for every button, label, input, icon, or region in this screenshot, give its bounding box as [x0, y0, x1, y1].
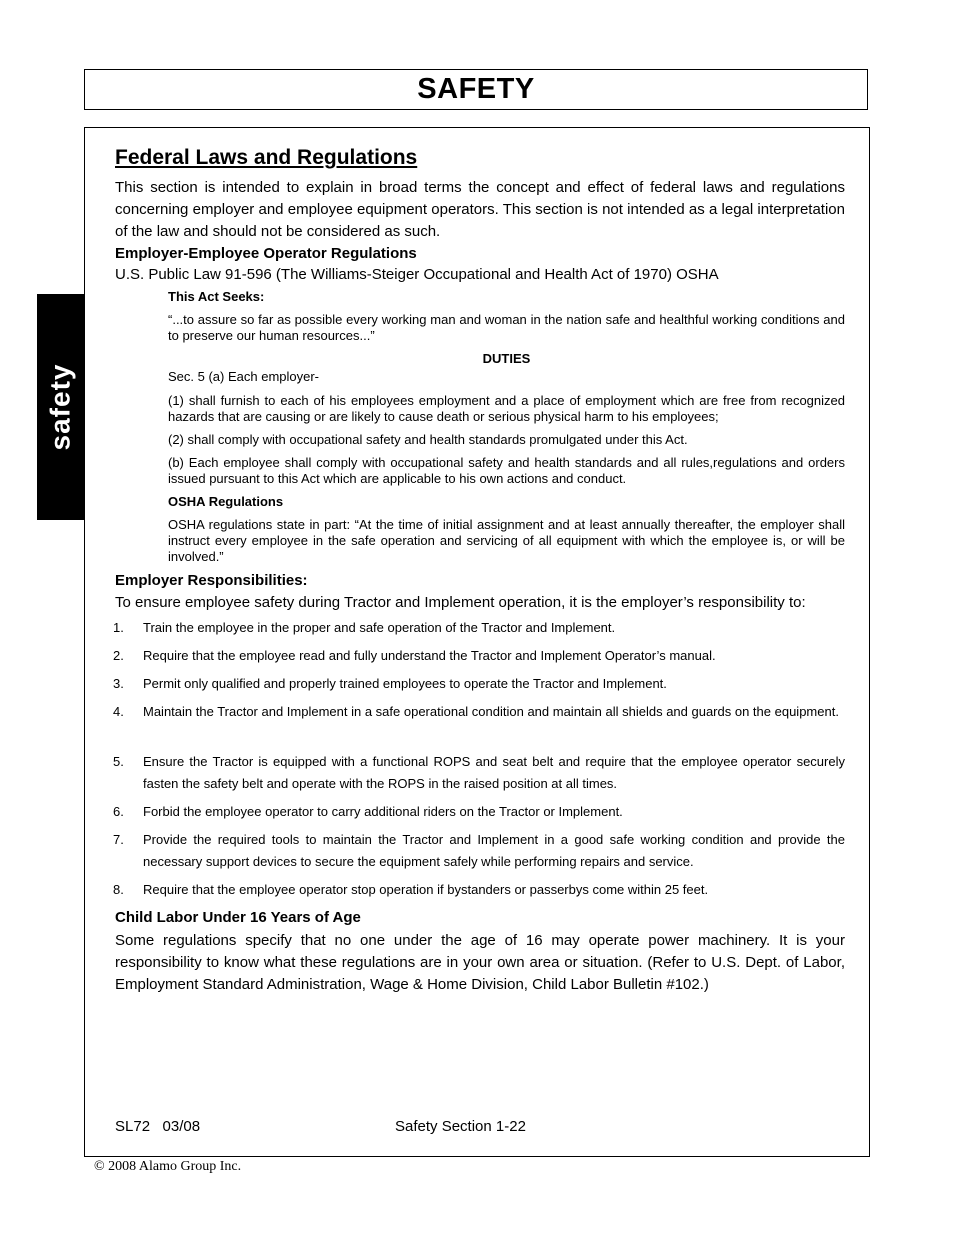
list-text: Require that the employee operator stop operation if bystanders or passerbys come within 25 feet. — [143, 882, 709, 897]
duty-2: (2) shall comply with occupational safety and health standards promulgated under this Act. — [168, 432, 688, 447]
list-number: 8. — [113, 882, 124, 897]
list-number: 3. — [113, 676, 124, 691]
list-number: 5. — [113, 754, 124, 769]
side-tab — [37, 294, 84, 520]
sec5-line: Sec. 5 (a) Each employer- — [168, 369, 320, 384]
list-item — [113, 701, 845, 723]
osha-heading: OSHA Regulations — [168, 494, 284, 509]
list-text: Train the employee in the proper and safe operation of the Tractor and Implement. — [143, 620, 616, 635]
list-text: Provide the required tools to maintain the Tractor and Implement in a good safe working condition and provide the necessary support devices to secure the equipment safely while performing repairs and service. — [143, 832, 845, 869]
page-title: SAFETY — [417, 73, 535, 105]
page-header — [84, 69, 868, 110]
employer-responsibilities-intro: To ensure employee safety during Tractor and Implement operation, it is the employer’s responsibility to: — [115, 594, 806, 611]
list-number: 6. — [113, 804, 124, 819]
list-number: 2. — [113, 648, 124, 663]
child-labor-paragraph: Some regulations specify that no one under the age of 16 may operate power machinery. It is your responsibility to know what these regulations are in your own area or situation. (Refer to U.S. Dept. of Labor, Employment Standard Administration, Wage & Home Division, Child Labor Bulletin #102.) — [115, 932, 845, 993]
duties-heading: DUTIES — [482, 351, 531, 366]
child-labor-heading: Child Labor Under 16 Years of Age — [115, 909, 361, 926]
duty-b: (b) Each employee shall comply with occupational safety and health standards and all rules,regulations and orders issued pursuant to this Act which are applicable to his own actions and conduct. — [168, 455, 845, 486]
list-item — [113, 617, 845, 639]
footer-page-number: Safety Section 1-22 — [395, 1118, 526, 1135]
content-frame — [84, 127, 870, 1157]
duty-1: (1) shall furnish to each of his employees employment and a place of employment which are free from recognized hazards that are causing or are likely to cause death or serious physical harm to his employees; — [168, 393, 845, 424]
employer-employee-heading: Employer-Employee Operator Regulations — [115, 245, 417, 262]
list-item — [113, 751, 845, 795]
copyright: © 2008 Alamo Group Inc. — [94, 1159, 242, 1174]
list-item — [113, 673, 845, 695]
act-seeks-heading: This Act Seeks: — [168, 289, 265, 304]
list-text: Permit only qualified and properly trained employees to operate the Tractor and Implement. — [143, 676, 667, 691]
side-tab-label: safety — [44, 363, 76, 451]
footer-model-date: SL72 03/08 — [115, 1118, 201, 1135]
public-law-line: U.S. Public Law 91-596 (The Williams-Steiger Occupational and Health Act of 1970) OSHA — [115, 266, 719, 283]
act-seeks-quote: “...to assure so far as possible every working man and woman in the nation safe and healthful working conditions and to preserve our human resources...” — [168, 312, 845, 343]
list-item — [113, 829, 845, 873]
list-item — [113, 645, 845, 667]
list-text: Ensure the Tractor is equipped with a functional ROPS and seat belt and require that the employee operator securely fasten the safety belt and operate with the ROPS in the raised position at all times. — [143, 754, 845, 791]
list-number: 7. — [113, 832, 124, 847]
employer-responsibilities-heading: Employer Responsibilities: — [115, 572, 308, 589]
list-item — [113, 801, 845, 823]
list-text: Require that the employee read and fully understand the Tractor and Implement Operator’s manual. — [143, 648, 716, 663]
intro-paragraph: This section is intended to explain in broad terms the concept and effect of federal laws and regulations concerning employer and employee equipment operators. This section is not intended as a legal interpretation of the law and should not be considered as such. — [115, 179, 845, 240]
list-number: 4. — [113, 704, 124, 719]
list-text: Maintain the Tractor and Implement in a safe operational condition and maintain all shields and guards on the equipment. — [143, 704, 839, 719]
list-text: Forbid the employee operator to carry additional riders on the Tractor or Implement. — [143, 804, 623, 819]
osha-text: OSHA regulations state in part: “At the time of initial assignment and at least annually thereafter, the employer shall instruct every employee in the safe operation and servicing of all equipment with which the employee is, or will be involved.” — [168, 517, 845, 564]
list-number: 1. — [113, 620, 124, 635]
section-heading: Federal Laws and Regulations — [115, 146, 418, 169]
list-item — [113, 879, 845, 901]
